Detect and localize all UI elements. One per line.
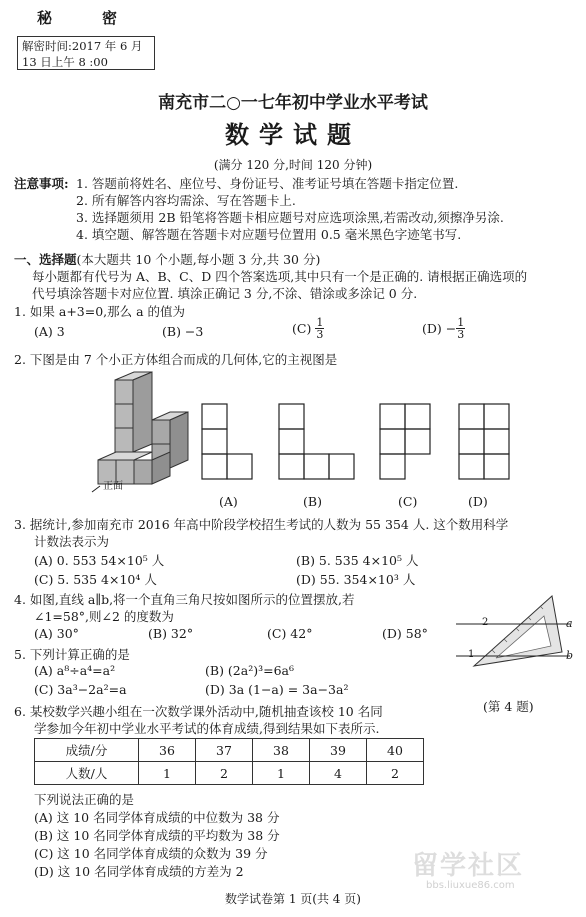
q3-option-b: (B) 5. 535 4×10⁵ 人 [296,553,419,568]
q2-front-label: 正面 [103,481,123,492]
table-row-head: 成绩/分 [35,739,139,762]
q4-angle-2-label: 2 [482,617,489,628]
table-cell: 38 [253,739,310,762]
q2-view-c [379,403,433,480]
q3-stem-1: 3. 据统计,参加南充市 2016 年高中阶段学校招生考试的人数为 55 354 人. 这个数用科学 [14,517,509,532]
site-watermark: 留学社区 [412,851,525,881]
q2-option-c: (C) [398,494,418,509]
q6-option-c: (C) 这 10 名同学体育成绩的众数为 39 分 [34,846,268,861]
score-note: (满分 120 分,时间 120 分钟) [213,158,373,172]
site-watermark-url: bbs.liuxue86.com [426,880,515,891]
q5-option-d: (D) 3a (1−a) = 3a−3a² [205,682,349,697]
q4-option-d: (D) 58° [382,626,428,641]
q4-line-b-label: b [566,649,574,662]
q2-stem: 2. 下图是由 7 个小正方体组合而成的几何体,它的主视图是 [14,352,338,367]
q4-stem-1: 4. 如图,直线 a∥b,将一个直角三角尺按如图所示的位置摆放,若 [14,592,355,607]
q2-option-d: (D) [468,494,488,509]
q1-d-fraction: $\frac{1}{3}$ [457,316,465,341]
declassify-time-box: 解密时间:2017 年 6 月 13 日上午 8 :00 [17,36,155,70]
table-cell: 4 [310,762,367,785]
notes-label: 注意事项: [14,176,69,191]
table-cell: 2 [196,762,253,785]
q5-option-c: (C) 3a³−2a²=a [34,682,127,697]
table-cell: 1 [139,762,196,785]
q6-prompt: 下列说法正确的是 [34,792,135,807]
page-footer: 数学试卷第 1 页(共 4 页) [225,892,361,906]
q4-angle-1-label: 1 [468,649,475,660]
table-cell: 40 [367,739,424,762]
q6-score-table [34,738,424,785]
q3-option-c: (C) 5. 535 4×10⁴ 人 [34,572,157,587]
paper-title: 数学试题 [225,120,361,149]
q5-option-a: (A) a⁸÷a⁴=a² [34,663,116,678]
table-row [35,762,424,785]
q4-option-b: (B) 32° [148,626,194,641]
table-row [35,739,424,762]
q6-stem-2: 学参加今年初中学业水平考试的体育成绩,得到结果如下表所示. [34,721,380,736]
q5-stem: 5. 下列计算正确的是 [14,647,130,662]
note-item-4: 4. 填空题、解答题在答题卡对应题号位置用 0.5 毫米黑色字迹笔书写. [76,227,462,242]
q3-option-a: (A) 0. 553 54×10⁵ 人 [34,553,165,568]
table-cell: 1 [253,762,310,785]
table-cell: 37 [196,739,253,762]
q6-option-a: (A) 这 10 名同学体育成绩的中位数为 38 分 [34,810,280,825]
q1-option-a: (A) 3 [34,324,65,339]
q1-option-b: (B) −3 [162,324,204,339]
q4-figure-caption: (第 4 题) [483,699,534,714]
q6-option-b: (B) 这 10 名同学体育成绩的平均数为 38 分 [34,828,280,843]
note-item-3: 3. 选择题须用 2B 铅笔将答题卡相应题号对应选项涂黑,若需改动,须擦净另涂. [76,210,504,225]
exam-title: 南充市二○一七年初中学业水平考试 [158,93,428,113]
table-cell: 39 [310,739,367,762]
table-row-head: 人数/人 [35,762,139,785]
q3-stem-2: 计数法表示为 [34,534,110,549]
secret-mark: 秘 密 [37,9,120,27]
q4-stem-2: ∠1=58°,则∠2 的度数为 [34,609,174,624]
q4-option-c: (C) 42° [267,626,313,641]
q5-option-b: (B) (2a²)³=6a⁶ [205,663,294,678]
q4-option-a: (A) 30° [34,626,79,641]
q1-option-d: (D) − $\frac{1}{3}$ [422,316,465,341]
section-desc-2: 代号填涂答题卡对应位置. 填涂正确记 3 分,不涂、错涂或多涂记 0 分. [32,286,418,301]
q1-option-c: (C) $\frac{1}{3}$ [292,316,324,341]
q6-option-d: (D) 这 10 名同学体育成绩的方差为 2 [34,864,244,879]
q1-stem: 1. 如果 a+3=0,那么 a 的值为 [14,304,186,319]
q2-solid-figure [90,368,190,493]
q2-option-b: (B) [303,494,322,509]
table-cell: 36 [139,739,196,762]
note-item-2: 2. 所有解答内容均需涂、写在答题卡上. [76,193,296,208]
q6-stem-1: 6. 某校数学兴趣小组在一次数学课外活动中,随机抽查该校 10 名同 [14,704,383,719]
table-cell: 2 [367,762,424,785]
section-heading: 一、选择题(本大题共 10 个小题,每小题 3 分,共 30 分) [14,252,321,267]
q3-option-d: (D) 55. 354×10³ 人 [296,572,416,587]
q2-view-a [201,403,255,480]
q1-c-fraction: $\frac{1}{3}$ [316,316,324,341]
q2-view-d [458,403,512,480]
q4-line-a-label: a [566,617,573,630]
section-desc-1: 每小题都有代号为 A、B、C、D 四个答案选项,其中只有一个是正确的. 请根据正确选项的 [32,269,528,284]
note-item-1: 1. 答题前将姓名、座位号、身份证号、准考证号填在答题卡指定位置. [76,176,459,191]
q2-view-b [278,403,358,480]
q2-option-a: (A) [219,494,238,509]
q4-figure [452,594,580,690]
